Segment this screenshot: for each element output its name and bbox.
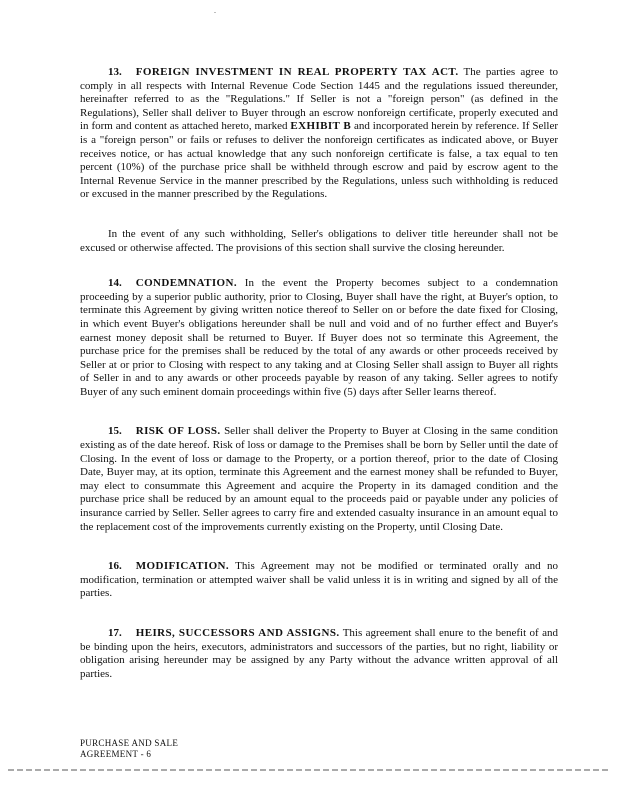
section-heading: CONDEMNATION. [135,277,237,290]
section-number: 16. [108,560,122,573]
section-body: Seller shall deliver the Property to Buyer at Closing in the same condition existing as of the date hereof. Risk of loss or damage to the Premises shall be born by Seller until the date of Closing. In the event of loss or damage to the Property, or a portion thereof, prior to the date of Closing Date, Buyer may, at its option, terminate this Agreement and the earnest money shall be refunded to Buyer, may elect to consummate this Agreement and acquire the Property in its damaged condition and the purchase price shall be reduced by an amount equal to the proceeds paid or payable under any policies of insurance carried by Seller. Seller agrees to carry fire and extended casualty insurance in an amount equal to the replacement cost of the improvements currently existing on the Property, until Closing Date. [80,425,558,533]
page-top-mark: . [214,6,216,15]
section-17-paragraph [80,627,558,681]
section-heading: HEIRS, SUCCESSORS AND ASSIGNS. [135,627,340,639]
section-16-paragraph [80,560,558,601]
section-heading: FOREIGN INVESTMENT IN REAL PROPERTY TAX ACT. [135,66,459,78]
section-number: 13. [108,66,122,78]
paragraph-body: In the event of any such withholding, Seller's obligations to deliver title hereunder shall not be excused or otherwise affected. The provisions of this section shall survive the closing hereunder. [80,227,558,254]
section-number: 14. [108,277,122,290]
section-number: 15. [108,425,122,438]
section-number: 17. [108,627,122,639]
footer-line-1: PURCHASE AND SALE [80,738,179,748]
section-body-continued: and incorporated herein by reference. If Seller is a "foreign person" or fails or refuses to deliver the nonforeign certificates as indicated above, or Buyer receives notice, or has actual knowledge that any such nonforeign certificate is false, a tax equal to ten percent (10%) of the purchase price shall be withheld through escrow and paid by escrow agent to the Internal Revenue Service in the manner prescribed by the Regulations, unless such withholding is reduced or excused in the manner prescribed by the Regulations. [80,120,558,201]
section-body: This agreement shall enure to the benefit of and be binding upon the heirs, executors, administrators and successors of the parties, but no right, liability or obligation arising hereunder may be assigned by any Party without the advance written approval of all parties. [80,627,558,680]
scan-artifact-line [8,769,610,771]
section-13-paragraph [80,66,558,202]
section-body: The parties agree to comply in all respects with Internal Revenue Code Section 1445 and the regulations issued thereunder, hereinafter referred to as the "Regulations." If Seller is not a "foreign person" (as defined in the Regulations), Seller shall deliver to Buyer through an escrow nonforeign certificate, properly executed and in form and content as attached hereto, marked [80,66,558,133]
withholding-paragraph [80,228,558,255]
page-footer [80,738,178,760]
section-body: This Agreement may not be modified or terminated orally and no modification, termination or attempted waiver shall be valid unless it is in writing and signed by all of the parties. [80,560,558,600]
section-heading: RISK OF LOSS. [135,425,221,438]
section-body: In the event the Property becomes subject to a condemnation proceeding by a superior public authority, prior to Closing, Buyer shall have the right, at Buyer's option, to terminate this Agreement by giving written notice thereof to Seller on or before the date fixed for Closing, in which event Buyer's obligations hereunder shall be null and void and of no further effect and Buyer's earnest money deposit shall be returned to Buyer. If Buyer does not so terminate this Agreement, the purchase price for the premises shall be reduced by the total of any awards or other proceeds received by Seller at or prior to Closing with respect to any taking and at Closing Seller shall assign to Buyer all rights of Seller in and to any awards or other proceeds payable by reason of any taking. Seller agrees to notify Buyer of any such eminent domain proceedings within five (5) days after Seller learns thereof. [80,277,558,398]
section-heading: MODIFICATION. [135,560,230,573]
exhibit-reference: EXHIBIT B [290,120,352,133]
section-15-paragraph [80,425,558,534]
section-14-paragraph [80,277,558,399]
document-page [80,66,558,707]
footer-line-2: AGREEMENT - 6 [80,749,152,759]
